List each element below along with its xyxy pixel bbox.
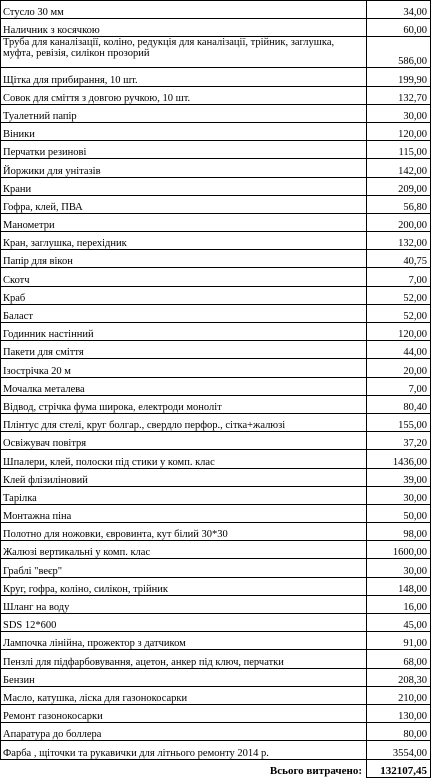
expense-item-name: Апаратура до боллера — [1, 723, 367, 741]
expense-row — [1, 86, 431, 104]
expense-item-name: Полотно для ножовки, євровинта, кут білий 30*30 — [1, 523, 367, 541]
expense-item-name: Ізострічка 20 м — [1, 359, 367, 377]
expense-row — [1, 614, 431, 632]
expense-row — [1, 723, 431, 741]
expense-item-amount: 208,30 — [367, 668, 431, 686]
expense-item-amount: 50,00 — [367, 504, 431, 522]
expense-item-name: Скотч — [1, 268, 367, 286]
expense-item-name: Жалюзі вертикальні у комп. клас — [1, 541, 367, 559]
expense-row — [1, 286, 431, 304]
expense-row — [1, 19, 431, 37]
expense-row — [1, 559, 431, 577]
expense-row — [1, 595, 431, 613]
expense-row — [1, 341, 431, 359]
expense-item-amount: 80,00 — [367, 723, 431, 741]
expense-item-amount: 44,00 — [367, 341, 431, 359]
expense-item-name: Крани — [1, 177, 367, 195]
expense-item-amount: 37,20 — [367, 432, 431, 450]
expense-item-name: Граблі "веєр" — [1, 559, 367, 577]
expense-row — [1, 250, 431, 268]
expense-item-name: Монтажна піна — [1, 504, 367, 522]
expense-item-amount: 142,00 — [367, 159, 431, 177]
expense-item-name: Бензин — [1, 668, 367, 686]
expense-row — [1, 686, 431, 704]
expense-item-amount: 1600,00 — [367, 541, 431, 559]
expense-row — [1, 704, 431, 722]
expense-item-amount: 52,00 — [367, 304, 431, 322]
expense-item-amount: 130,00 — [367, 704, 431, 722]
expense-row — [1, 37, 431, 68]
expense-item-name: Масло, катушка, ліска для газонокосарки — [1, 686, 367, 704]
expense-item-name: Баласт — [1, 304, 367, 322]
expense-item-name: Відвод, стрічка фума широка, електроди монолiт — [1, 395, 367, 413]
expense-item-name: Туалетний папір — [1, 104, 367, 122]
expense-item-name: Папір для вікон — [1, 250, 367, 268]
expense-item-name: Перчатки резинові — [1, 141, 367, 159]
expense-row — [1, 650, 431, 668]
expense-item-amount: 80,40 — [367, 395, 431, 413]
expense-item-name: Щітка для прибирання, 10 шт. — [1, 68, 367, 86]
expense-item-name: Круг, гофра, коліно, силікон, трійник — [1, 577, 367, 595]
expense-row — [1, 268, 431, 286]
expense-item-amount: 56,80 — [367, 195, 431, 213]
expense-row — [1, 413, 431, 431]
expense-item-name: Краб — [1, 286, 367, 304]
expense-item-amount: 34,00 — [367, 1, 431, 19]
expense-item-name: Манометри — [1, 213, 367, 231]
expense-item-amount: 39,00 — [367, 468, 431, 486]
expense-item-amount: 209,00 — [367, 177, 431, 195]
expense-item-amount: 155,00 — [367, 413, 431, 431]
expense-item-name: Пакети для сміття — [1, 341, 367, 359]
expense-item-name: Йоржики для унітазів — [1, 159, 367, 177]
expense-item-amount: 120,00 — [367, 122, 431, 140]
expense-row — [1, 1, 431, 19]
expense-row — [1, 577, 431, 595]
expense-item-name: Клей флізиліновий — [1, 468, 367, 486]
expense-item-amount: 7,00 — [367, 377, 431, 395]
expense-item-name: Шланг на воду — [1, 595, 367, 613]
expense-item-amount: 1436,00 — [367, 450, 431, 468]
expense-row — [1, 213, 431, 231]
expense-item-amount: 52,00 — [367, 286, 431, 304]
expense-item-amount: 115,00 — [367, 141, 431, 159]
expense-item-amount: 68,00 — [367, 650, 431, 668]
expense-row — [1, 68, 431, 86]
expense-item-amount: 120,00 — [367, 323, 431, 341]
expense-item-amount: 200,00 — [367, 213, 431, 231]
expense-item-name: Стусло 30 мм — [1, 1, 367, 19]
expense-item-name: Віники — [1, 122, 367, 140]
expense-item-name: Ремонт газонокосарки — [1, 704, 367, 722]
expense-row — [1, 741, 431, 759]
expense-row — [1, 486, 431, 504]
expense-item-name: Плінтус для стелі, круг болгар., свердло перфор., сітка+жалюзі — [1, 413, 367, 431]
expense-row — [1, 395, 431, 413]
expense-row — [1, 177, 431, 195]
expense-item-amount: 132,00 — [367, 232, 431, 250]
expense-item-amount: 148,00 — [367, 577, 431, 595]
total-label: Всього витрачено: — [1, 759, 367, 777]
expense-row — [1, 159, 431, 177]
expense-item-amount: 3554,00 — [367, 741, 431, 759]
expense-item-name: Шпалери, клей, полоски під стики у комп. клас — [1, 450, 367, 468]
expense-row — [1, 232, 431, 250]
expense-item-name: Гофра, клей, ПВА — [1, 195, 367, 213]
expense-item-amount: 60,00 — [367, 19, 431, 37]
expense-row — [1, 377, 431, 395]
expense-item-amount: 30,00 — [367, 104, 431, 122]
expense-item-name: Мочалка металева — [1, 377, 367, 395]
expense-item-name: Наличник з косячкою — [1, 19, 367, 37]
expense-item-amount: 210,00 — [367, 686, 431, 704]
expense-row — [1, 195, 431, 213]
expense-row — [1, 523, 431, 541]
expense-row — [1, 632, 431, 650]
expense-item-amount: 91,00 — [367, 632, 431, 650]
expense-item-name: Пензлі для підфарбовування, ацетон, анкер під ключ, перчатки — [1, 650, 367, 668]
expense-item-amount: 98,00 — [367, 523, 431, 541]
total-row — [1, 759, 431, 777]
expense-item-amount: 132,70 — [367, 86, 431, 104]
expense-row — [1, 541, 431, 559]
expense-item-amount: 16,00 — [367, 595, 431, 613]
expense-row — [1, 359, 431, 377]
expense-row — [1, 104, 431, 122]
expense-item-amount: 40,75 — [367, 250, 431, 268]
expense-item-name: Труба для каналізації, коліно, редукція для каналізації, трійник, заглушка, муфта, ревізія, силікон прозорий — [1, 37, 367, 68]
expense-item-amount: 20,00 — [367, 359, 431, 377]
expense-item-amount: 30,00 — [367, 486, 431, 504]
expense-item-name: SDS 12*600 — [1, 614, 367, 632]
expense-row — [1, 504, 431, 522]
expense-row — [1, 450, 431, 468]
expense-item-name: Фарба , щіточки та рукавички для літнього ремонту 2014 р. — [1, 741, 367, 759]
expense-item-name: Совок для сміття з довгою ручкою, 10 шт. — [1, 86, 367, 104]
expense-row — [1, 432, 431, 450]
expense-item-amount: 30,00 — [367, 559, 431, 577]
expense-item-amount: 586,00 — [367, 37, 431, 68]
expense-row — [1, 468, 431, 486]
expense-row — [1, 323, 431, 341]
expense-item-name: Годинник настінний — [1, 323, 367, 341]
expense-rows — [1, 1, 431, 760]
expense-item-amount: 45,00 — [367, 614, 431, 632]
expense-row — [1, 668, 431, 686]
expense-item-name: Тарілка — [1, 486, 367, 504]
expense-item-amount: 7,00 — [367, 268, 431, 286]
expense-item-name: Лампочка лінійна, прожектор з датчиком — [1, 632, 367, 650]
total-amount: 132107,45 — [367, 759, 431, 777]
expense-item-name: Освіжувач повітря — [1, 432, 367, 450]
expense-row — [1, 141, 431, 159]
expense-item-name: Кран, заглушка, перехідник — [1, 232, 367, 250]
expense-row — [1, 122, 431, 140]
expense-row — [1, 304, 431, 322]
expense-item-amount: 199,90 — [367, 68, 431, 86]
